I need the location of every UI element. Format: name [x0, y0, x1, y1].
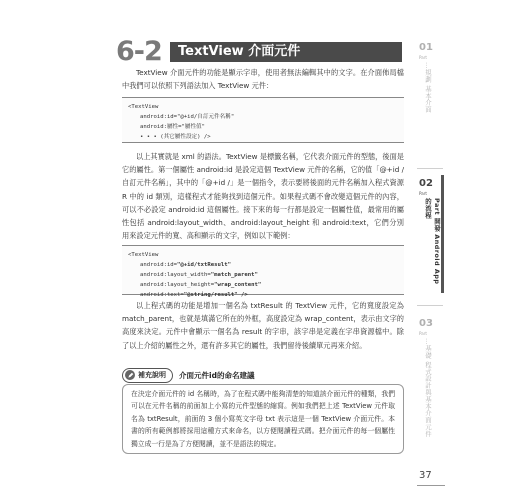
pencil-icon: [125, 370, 135, 380]
code-line: android:id="@+id/txtResult": [140, 262, 231, 268]
page-number-rule: [417, 485, 445, 486]
intro-paragraph: TextView 介面元件的功能是顯示字串，使用者無法編輯其中的文字。在介面佈局檔中我們可以依照下列語法加入 TextView 元件：: [122, 68, 404, 91]
summary-paragraph: 以上程式碼的功能是增加一個名為 txtResult 的 TextView 元件，它的寬度設定為 match_parent，也就是填滿它所在的外框，高度設定為 wrap_content，表示由文字的高度來決定。元件中會顯示一個名為 result 的字串，該字串是定義在字串資源檔中。除了以上介紹的屬性之外，還有許多其它的屬性，我們留待後續單元再來介紹。: [122, 301, 404, 350]
code-line: android:layout_height="wrap_content": [140, 282, 262, 288]
tip-badge: [122, 368, 173, 383]
tab-text: …基礎 程式設計與基本介面元件: [424, 338, 432, 438]
explanation-paragraph: 以上其實就是 xml 的語法。TextView 是標籤名稱，它代表介面元件的型態，後面是它的屬性。第一個屬性 android:id 是設定這個 TextView 元件的名稱，它的值「@+id /自訂元件名稱」，其中的「@+id /」是一個指令，表示要將後面的元件名稱加入程式資源 R 中的 id 類別，這樣程式才能夠找到這個元件。如果程式碼不會改變這個元件的內容，可以不必設定 android:id 這個屬性。接下來的每一行都是設定一個屬性值，最常用的屬性包括 android:layout_width、android:layout_height 和 android:text，它們分別用來設定元件的寬、高和顯示的文字，例如以下範例：: [122, 152, 404, 241]
tab-text-active: Part 開發 Android App 的流程: [424, 198, 441, 285]
tip-badge-label: 補充說明: [138, 371, 166, 379]
tab-number: 02: [419, 178, 433, 189]
code-line: android:text="@string/result" />: [140, 292, 248, 298]
code-line: android:id="@+id/自訂元件名稱": [140, 114, 235, 120]
code-line: android:屬性="屬性值": [140, 124, 206, 130]
code-example-block: [122, 245, 404, 298]
tip-title: 介面元件id的命名建議: [179, 370, 255, 380]
section-title: TextView 介面元件: [170, 42, 402, 62]
section-number: 6-2: [116, 36, 162, 67]
code-line: <TextView: [128, 252, 159, 258]
tab-text: …規劃 基本介面: [424, 62, 432, 113]
code-line: <TextView: [128, 104, 159, 110]
tab-part-label: Part: [419, 331, 427, 336]
tab-number: 01: [419, 42, 433, 53]
tab-divider: [417, 168, 443, 169]
code-line: android:layout_width="match_parent": [140, 272, 258, 278]
code-line: • • • (其它屬性設定) />: [140, 134, 211, 140]
tip-header: [122, 367, 282, 383]
tab-part-label: Part: [419, 191, 427, 196]
tip-body: 在決定介面元件的 id 名稱時，為了在程式碼中能夠清楚的知道該介面元件的種類，我們可以在元件名稱的前面加上小寫的元件型態的縮寫。例如我們把上述 TextView 元件取名為 txtResult，前面的 3 個小寫英文字母 txt 表示這是一個 TextView 介面元件。本書的所有範例都將採用這種方式來命名，以方便閱讀程式碼。把介面元件的每一個屬性獨立成一行是為了方便閱讀，並不是語法的規定。: [122, 384, 404, 454]
tab-divider: [417, 305, 443, 306]
code-syntax-block: [122, 97, 404, 143]
tab-number: 03: [419, 318, 433, 329]
page-number: 37: [419, 470, 432, 481]
tab-part-label: Part: [419, 55, 427, 60]
